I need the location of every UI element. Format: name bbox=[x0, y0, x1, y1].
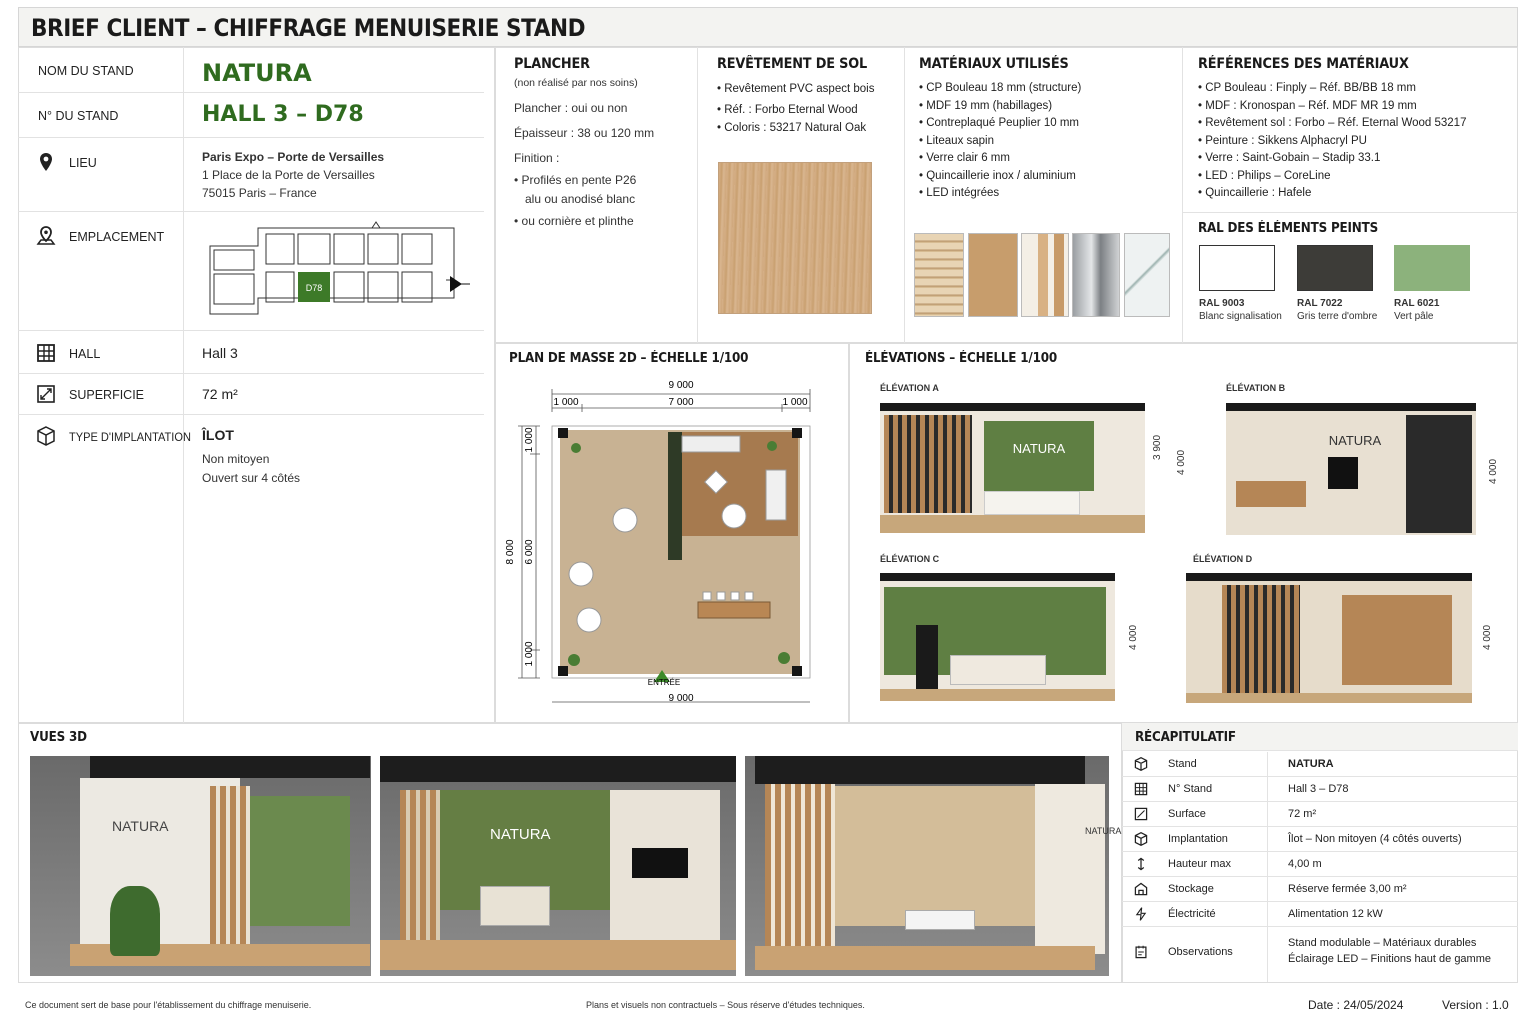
location-line-3: 75015 Paris – France bbox=[202, 186, 317, 200]
materiaux-item: • Liteaux sapin bbox=[919, 133, 1081, 151]
stand-number-value: HALL 3 – D78 bbox=[202, 102, 364, 127]
view-3d-2-brand: NATURA bbox=[490, 826, 551, 843]
ral-name: Vert pâle bbox=[1394, 311, 1434, 322]
view-3d-3 bbox=[745, 756, 1122, 976]
plancher-title: PLANCHER bbox=[514, 56, 590, 72]
footer-note-left: Ce document sert de base pour l'établissement du chiffrage menuiserie. bbox=[25, 1000, 312, 1010]
reference-item: • Quincaillerie : Hafele bbox=[1198, 185, 1466, 203]
placement-label: EMPLACEMENT bbox=[69, 230, 165, 244]
implantation-line-2: Ouvert sur 4 côtés bbox=[202, 471, 301, 485]
recap-row-implantation bbox=[1122, 827, 1518, 852]
plan-masse-drawing bbox=[500, 374, 840, 714]
ral-swatch-9003 bbox=[1199, 245, 1275, 291]
batten-sample bbox=[1021, 233, 1069, 317]
building-icon bbox=[36, 343, 56, 363]
elevation-a-brand: NATURA bbox=[1012, 441, 1066, 456]
grid-icon bbox=[1134, 782, 1148, 796]
recap-value: Alimentation 12 kW bbox=[1288, 908, 1383, 920]
revetement-item: • Revêtement PVC aspect bois bbox=[717, 81, 874, 99]
plancher-bullet-1b: alu ou anodisé blanc bbox=[525, 192, 636, 206]
dim-mid: 7 000 bbox=[668, 397, 694, 408]
recap-value: 72 m² bbox=[1288, 808, 1317, 820]
plancher-bullet-2-text: ou cornière et plinthe bbox=[521, 214, 634, 228]
elevation-d-label: ÉLÉVATION D bbox=[1193, 554, 1253, 564]
reference-item: • MDF : Kronospan – Réf. MDF MR 19 mm bbox=[1198, 98, 1466, 116]
notes-icon bbox=[1134, 945, 1148, 959]
dim-left: 1 000 bbox=[553, 397, 579, 408]
view-3d-1 bbox=[30, 756, 371, 976]
reference-item: • Peinture : Sikkens Alphacryl PU bbox=[1198, 133, 1466, 151]
implantation-label: TYPE D'IMPLANTATION bbox=[69, 430, 191, 444]
plancher-subtitle: (non réalisé par nos soins) bbox=[514, 77, 638, 89]
ral-swatch-7022 bbox=[1297, 245, 1373, 291]
elevation-c-label: ÉLÉVATION C bbox=[880, 554, 940, 564]
ral-swatch-6021 bbox=[1394, 245, 1470, 291]
recap-key: Électricité bbox=[1168, 908, 1216, 920]
recap-value: NATURA bbox=[1288, 758, 1334, 770]
bolt-icon bbox=[1134, 907, 1148, 921]
location-label: LIEU bbox=[69, 156, 97, 170]
area-icon bbox=[1134, 807, 1148, 821]
footer-version: Version : 1.0 bbox=[1442, 998, 1509, 1012]
ral-code: RAL 9003 bbox=[1199, 298, 1245, 309]
hall-floorplan-map bbox=[206, 218, 474, 318]
reference-item: • CP Bouleau : Finply – Réf. BB/BB 18 mm bbox=[1198, 80, 1466, 98]
materiaux-item: • Contreplaqué Peuplier 10 mm bbox=[919, 115, 1081, 133]
recap-row-stand bbox=[1122, 752, 1518, 777]
revetement-title: REVÊTEMENT DE SOL bbox=[717, 56, 868, 72]
plancher-line-3: Finition : bbox=[514, 151, 560, 165]
ral-name: Blanc signalisation bbox=[1199, 311, 1282, 322]
recap-key: Implantation bbox=[1168, 833, 1228, 845]
dim-bottom: 9 000 bbox=[668, 693, 694, 704]
elevation-a-height-2: 4 000 bbox=[1176, 449, 1187, 475]
ral-name: Gris terre d'ombre bbox=[1297, 311, 1378, 322]
recap-row-observations bbox=[1122, 927, 1518, 982]
elevation-d-drawing bbox=[1186, 573, 1472, 701]
elevation-b-brand: NATURA bbox=[1328, 433, 1382, 448]
plancher-line-1: Plancher : oui ou non bbox=[514, 101, 628, 115]
materiaux-item: • MDF 19 mm (habillages) bbox=[919, 98, 1081, 116]
view-3d-1-brand: NATURA bbox=[112, 818, 169, 834]
elevation-a-height-1: 3 900 bbox=[1152, 434, 1163, 460]
location-line-1: Paris Expo – Porte de Versailles bbox=[202, 150, 385, 164]
page-title: BRIEF CLIENT – CHIFFRAGE MENUISERIE STAND bbox=[31, 14, 586, 42]
recap-key: N° Stand bbox=[1168, 783, 1213, 795]
recap-value-line-2: Éclairage LED – Finitions haut de gamme bbox=[1288, 953, 1491, 965]
recap-key: Observations bbox=[1168, 946, 1233, 958]
ral-code: RAL 7022 bbox=[1297, 298, 1343, 309]
plancher-bullet-2: • ou cornière et plinthe bbox=[514, 214, 634, 228]
elevation-b-drawing bbox=[1226, 403, 1476, 535]
recap-key: Hauteur max bbox=[1168, 858, 1231, 870]
recap-row-electricity bbox=[1122, 902, 1518, 927]
materiaux-list bbox=[919, 80, 1081, 203]
elevation-d-height: 4 000 bbox=[1482, 624, 1493, 650]
recap-value: Îlot – Non mitoyen (4 côtés ouverts) bbox=[1288, 833, 1462, 845]
revetement-item: • Réf. : Forbo Eternal Wood bbox=[717, 102, 874, 120]
recap-row-surface bbox=[1122, 802, 1518, 827]
cube-icon bbox=[1134, 757, 1148, 771]
recap-row-storage bbox=[1122, 877, 1518, 902]
recap-value-line-1: Stand modulable – Matériaux durables bbox=[1288, 937, 1477, 949]
surface-area-icon bbox=[36, 384, 56, 404]
map-pin-icon bbox=[36, 226, 56, 246]
footer-note-center: Plans et visuels non contractuels – Sous réserve d'études techniques. bbox=[586, 1000, 865, 1010]
reference-item: • Verre : Saint-Gobain – Stadip 33.1 bbox=[1198, 150, 1466, 168]
height-icon bbox=[1134, 857, 1148, 871]
materiaux-item: • CP Bouleau 18 mm (structure) bbox=[919, 80, 1081, 98]
elevation-c-drawing bbox=[880, 573, 1115, 701]
reference-item: • LED : Philips – CoreLine bbox=[1198, 168, 1466, 186]
stand-name-value: NATURA bbox=[202, 59, 312, 87]
plancher-bullet-1: • Profilés en pente P26 bbox=[514, 173, 637, 187]
location-line-2: 1 Place de la Porte de Versailles bbox=[202, 168, 375, 182]
surface-value: 72 m² bbox=[202, 386, 238, 402]
birch-plywood-sample bbox=[914, 233, 964, 317]
recap-title: RÉCAPITULATIF bbox=[1135, 730, 1236, 745]
recap-row-number bbox=[1122, 777, 1518, 802]
dim-total-depth: 8 000 bbox=[505, 539, 516, 565]
aluminium-sample bbox=[1072, 233, 1120, 317]
dim-v-top: 1 000 bbox=[524, 427, 535, 453]
recap-value: Réserve fermée 3,00 m² bbox=[1288, 883, 1407, 895]
references-list bbox=[1198, 80, 1466, 203]
views-3d-title: VUES 3D bbox=[30, 730, 87, 745]
recap-row-height bbox=[1122, 852, 1518, 877]
materiaux-title: MATÉRIAUX UTILISÉS bbox=[919, 56, 1069, 72]
elevation-a-drawing bbox=[880, 403, 1145, 533]
ral-code: RAL 6021 bbox=[1394, 298, 1440, 309]
materiaux-item: • LED intégrées bbox=[919, 185, 1081, 203]
green-wall bbox=[668, 432, 682, 560]
revetement-item: • Coloris : 53217 Natural Oak bbox=[717, 120, 874, 138]
elevation-b-height: 4 000 bbox=[1488, 458, 1499, 484]
plancher-bullet-1a: Profilés en pente P26 bbox=[521, 173, 637, 187]
storage-icon bbox=[1134, 882, 1148, 896]
plancher-line-2: Épaisseur : 38 ou 120 mm bbox=[514, 126, 655, 140]
implantation-line-1: Non mitoyen bbox=[202, 452, 270, 466]
recap-key: Surface bbox=[1168, 808, 1206, 820]
references-title: RÉFÉRENCES DES MATÉRIAUX bbox=[1198, 56, 1409, 72]
entrance-label: ENTRÉE bbox=[647, 678, 681, 687]
reference-item: • Revêtement sol : Forbo – Réf. Eternal Wood 53217 bbox=[1198, 115, 1466, 133]
ral-title: RAL DES ÉLÉMENTS PEINTS bbox=[1198, 221, 1379, 236]
view-3d-3-brand: NATURA bbox=[1085, 826, 1122, 836]
location-pin-icon bbox=[36, 152, 56, 172]
plan-title: PLAN DE MASSE 2D – ÉCHELLE 1/100 bbox=[509, 351, 749, 366]
materiaux-item: • Verre clair 6 mm bbox=[919, 150, 1081, 168]
footer-date: Date : 24/05/2024 bbox=[1308, 998, 1404, 1012]
surface-label: SUPERFICIE bbox=[69, 388, 145, 402]
glass-sample bbox=[1124, 233, 1170, 317]
view-3d-2 bbox=[380, 756, 736, 976]
recap-key: Stand bbox=[1168, 758, 1197, 770]
elevations-title: ÉLÉVATIONS – ÉCHELLE 1/100 bbox=[865, 351, 1058, 366]
materiaux-item: • Quincaillerie inox / aluminium bbox=[919, 168, 1081, 186]
recap-value: 4,00 m bbox=[1288, 858, 1322, 870]
implantation-value: ÎLOT bbox=[202, 427, 234, 443]
cube-icon bbox=[36, 426, 56, 446]
stand-name-label: NOM DU STAND bbox=[38, 64, 134, 78]
recap-value: Hall 3 – D78 bbox=[1288, 783, 1349, 795]
oak-floor-sample bbox=[718, 162, 872, 314]
hall-label: HALL bbox=[69, 347, 101, 361]
dim-total-width: 9 000 bbox=[668, 380, 694, 391]
elevation-a-label: ÉLÉVATION A bbox=[880, 383, 939, 393]
page-header bbox=[18, 7, 1518, 47]
elevation-b-label: ÉLÉVATION B bbox=[1226, 383, 1286, 393]
dim-right: 1 000 bbox=[782, 397, 808, 408]
stand-location-tag: D78 bbox=[305, 283, 323, 293]
dim-v-bottom: 1 000 bbox=[524, 641, 535, 667]
recap-key: Stockage bbox=[1168, 883, 1214, 895]
stand-number-label: N° DU STAND bbox=[38, 109, 119, 123]
revetement-list bbox=[717, 81, 874, 138]
cube-icon bbox=[1134, 832, 1148, 846]
hall-value: Hall 3 bbox=[202, 345, 238, 361]
mdf-sample bbox=[968, 233, 1018, 317]
elevation-c-height: 4 000 bbox=[1128, 624, 1139, 650]
dim-v-mid: 6 000 bbox=[524, 539, 535, 565]
